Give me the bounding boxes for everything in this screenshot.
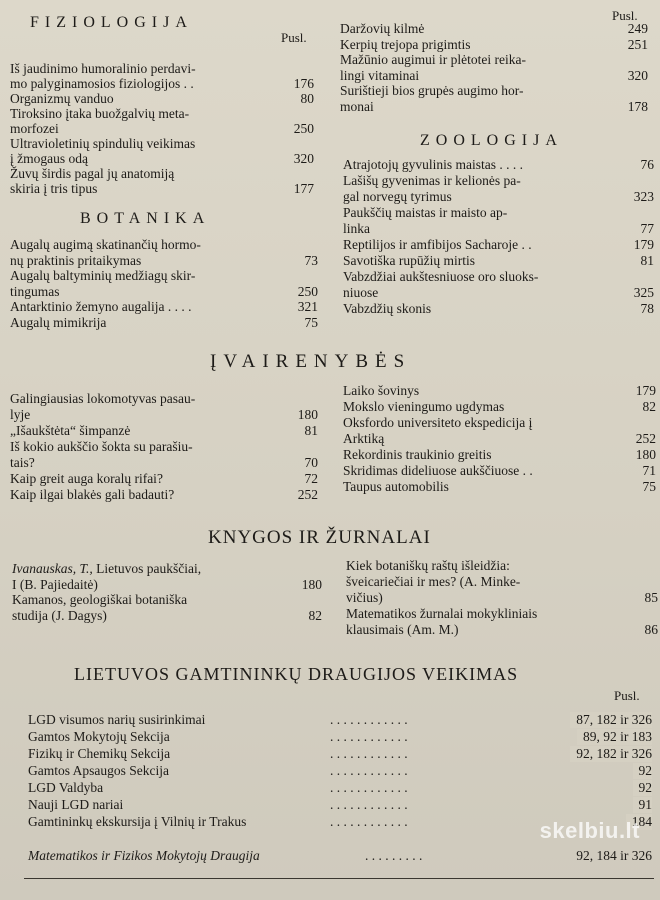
dot-leader: . . . . . . . . . . . .: [330, 712, 408, 727]
pusl-label-right: Pusl.: [612, 8, 638, 23]
list-item-text: skiria į tris tipus: [10, 181, 98, 196]
list-item-text: lyje: [10, 407, 31, 422]
list-item-text: Surištieji bios grupės augimo hor-: [340, 83, 524, 98]
list-item-text: Arktiką: [343, 431, 385, 446]
list-item-text: monai: [340, 98, 374, 114]
page-number: 321: [297, 299, 318, 314]
list-item-text: Iš jaudinimo humoralinio perdavi-: [10, 61, 196, 76]
page-number: 75: [642, 479, 656, 494]
page-number: 250: [297, 283, 318, 299]
list-item-text: Kiek botaniškų raštų išleidžia:: [346, 558, 510, 573]
lgd-page-numbers: 92: [633, 780, 653, 796]
list-item-text: Paukščių maistas ir maisto ap-: [343, 205, 508, 220]
section-heading-fiziologija: FIZIOLOGIJA: [30, 14, 193, 31]
lgd-page-numbers: 92, 182 ir 326: [570, 746, 652, 762]
dot-leader: . . . . . . . . . . . .: [330, 729, 408, 744]
lgd-page-numbers: 92: [633, 763, 653, 779]
section-heading-knygos: KNYGOS IR ŽURNALAI: [208, 527, 431, 548]
list-item-text: Augalų baltyminių medžiagų skir-: [10, 268, 196, 283]
page-number: 179: [633, 237, 654, 252]
section-heading-zoologija: ZOOLOGIJA: [420, 132, 563, 149]
page-number: 320: [627, 67, 648, 83]
list-item-text: Žuvų širdis pagal jų anatomiją: [10, 166, 175, 181]
page-number: 76: [640, 157, 654, 172]
list-item-text: nų praktinis pritaikymas: [10, 252, 142, 268]
list-item-text: Ultravioletinių spindulių veikimas: [10, 136, 196, 151]
page-number: 252: [635, 431, 656, 446]
list-item-text: Tiroksino įtaka buožgalvių meta-: [10, 106, 190, 121]
list-item-text: Kaip greit auga koralų rifai?: [10, 471, 163, 486]
lgd-item-text: LGD Valdyba: [28, 780, 104, 795]
list-item-text: vičius): [346, 590, 383, 605]
lgd-page-numbers: 184: [626, 814, 652, 830]
watermark-text: skelbiu.lt: [539, 818, 640, 843]
page-number: 251: [627, 36, 648, 52]
dot-leader: . . . . . . . . . . . .: [330, 797, 408, 812]
page-number: 78: [640, 301, 654, 316]
lgd-page-numbers: 87, 182 ir 326: [570, 712, 652, 728]
list-item-text: Daržovių kilmė: [340, 21, 425, 36]
section-heading-ivairenybes: ĮVAIRENYBĖS: [210, 351, 412, 372]
dot-leader: . . . . . . . . . . . .: [330, 763, 408, 778]
page-number: 86: [644, 622, 658, 637]
list-item-text: tingumas: [10, 283, 60, 299]
dot-leader: . . . . . . . . . . . .: [330, 780, 408, 795]
list-item-text: Skridimas dideliuose aukščiuose . .: [343, 463, 533, 478]
list-item-text: Rekordinis traukinio greitis: [343, 447, 492, 462]
lgd-item-text: Gamtos Apsaugos Sekcija: [28, 763, 169, 778]
list-item-text: Mokslo vieningumo ugdymas: [343, 399, 505, 414]
list-item-text: Augalų mimikrija: [10, 314, 107, 330]
page-number: 252: [297, 487, 318, 502]
list-item-text: lingi vitaminai: [340, 67, 420, 83]
list-item-text: niuose: [343, 285, 379, 300]
lgd-page-numbers: 91: [633, 797, 653, 813]
page-number: 75: [304, 314, 318, 330]
lgd-item-text: Gamtininkų ekskursija į Vilnių ir Trakus: [28, 814, 247, 829]
section-heading-lgd: LIETUVOS GAMTININKŲ DRAUGIJOS VEIKIMAS: [74, 664, 519, 684]
dot-leader: . . . . . . . . . . . .: [330, 746, 408, 761]
list-item-text: Reptilijos ir amfibijos Sacharoje . .: [343, 237, 532, 252]
list-item-text: Oksfordo universiteto ekspedicija į: [343, 415, 533, 430]
lgd-item-text: Gamtos Mokytojų Sekcija: [28, 729, 170, 744]
section-heading-botanika: BOTANIKA: [80, 210, 211, 227]
author-name: Ivanauskas, T.,: [12, 561, 93, 576]
page-number: 325: [633, 285, 654, 300]
lgd-footer-pages: 92, 184 ir 326: [576, 848, 652, 863]
page-number: 179: [635, 383, 656, 398]
list-item-text: Laiko šovinys: [343, 383, 420, 398]
list-item-text: [12, 562, 201, 577]
list-item-text: I (B. Pajiedaitė): [12, 576, 98, 592]
pusl-label-left: Pusl.: [281, 30, 307, 45]
list-item-text: klausimais (Am. M.): [346, 622, 459, 637]
page-number: 73: [304, 252, 318, 268]
lgd-page-numbers: 89, 92 ir 183: [577, 729, 652, 745]
list-item-text: Savotiška rupūžių mirtis: [343, 253, 475, 268]
page-number: 81: [304, 423, 318, 438]
page-number: 77: [640, 221, 654, 236]
list-item-text: Antarktinio žemyno augalija . . . .: [10, 299, 192, 314]
list-item-text: į žmogaus odą: [10, 151, 88, 166]
list-item-text: Vabzdžių skonis: [343, 301, 432, 316]
page-number: 80: [300, 91, 314, 106]
list-item-text: Vabzdžiai aukštesniuose oro sluoks-: [343, 269, 539, 284]
page-number: 180: [301, 576, 322, 592]
lgd-item-text: Fizikų ir Chemikų Sekcija: [28, 746, 171, 761]
lgd-item-text: Nauji LGD nariai: [28, 797, 124, 812]
page-number: 82: [642, 399, 656, 414]
pusl-label-lgd: Pusl.: [614, 688, 640, 703]
lgd-footer-title: Matematikos ir Fizikos Mokytojų Draugija: [28, 848, 260, 863]
list-item-text: Galingiausias lokomotyvas pasau-: [10, 391, 196, 406]
lgd-item-text: LGD visumos narių susirinkimai: [28, 712, 206, 727]
page-number: 178: [627, 98, 648, 114]
lgd-footer-dots: . . . . . . . . .: [365, 848, 423, 863]
list-item-text: mo palyginamosios fiziologijos . .: [10, 76, 194, 91]
list-item-text: Kerpių trejopa prigimtis: [340, 36, 471, 52]
list-item-text: Organizmų vanduo: [10, 91, 114, 106]
list-item-text: šveicariečiai ir mes? (A. Minke-: [346, 574, 521, 589]
page-number: 82: [308, 607, 322, 623]
entry-title: Lietuvos paukščiai,: [92, 561, 202, 576]
page-number: 71: [642, 463, 656, 478]
page-number: 177: [293, 181, 314, 196]
dot-leader: . . . . . . . . . . . .: [330, 814, 408, 829]
page-number: 180: [635, 447, 656, 462]
page-number: 180: [297, 407, 318, 422]
list-item-text: linka: [343, 221, 370, 236]
page-number: 249: [627, 21, 648, 36]
page-number: 72: [304, 471, 318, 486]
list-item-text: morfozei: [10, 121, 59, 136]
list-item-text: tais?: [10, 455, 35, 470]
list-item-text: Taupus automobilis: [343, 479, 449, 494]
page-number: 320: [293, 151, 314, 166]
list-item-text: Kaip ilgai blakės gali badauti?: [10, 487, 175, 502]
list-item-text: Lašišų gyvenimas ir kelionės pa-: [343, 173, 521, 188]
list-item-text: Iš kokio aukščio šokta su parašiu-: [10, 439, 193, 454]
list-item-text: gal norvegų tyrimus: [343, 189, 452, 204]
list-item-text: studija (J. Dagys): [12, 607, 107, 623]
page-number: 176: [293, 76, 314, 91]
list-item-text: Atrajotojų gyvulinis maistas . . . .: [343, 157, 523, 172]
list-item-text: Mažūnio augimui ir plėtotei reika-: [340, 52, 526, 67]
page-number: 250: [293, 121, 314, 136]
list-item-text: Kamanos, geologiškai botaniška: [12, 592, 188, 607]
page-number: 81: [640, 253, 654, 268]
list-item-text: Augalų augimą skatinančių hormo-: [10, 237, 201, 252]
page-number: 85: [644, 590, 658, 605]
page-number: 70: [304, 455, 318, 470]
page-number: 323: [633, 189, 654, 204]
list-item-text: „Išaukštėta“ šimpanzė: [10, 423, 131, 438]
list-item-text: Matematikos žurnalai mokykliniais: [346, 606, 538, 621]
bottom-rule: [24, 878, 654, 879]
